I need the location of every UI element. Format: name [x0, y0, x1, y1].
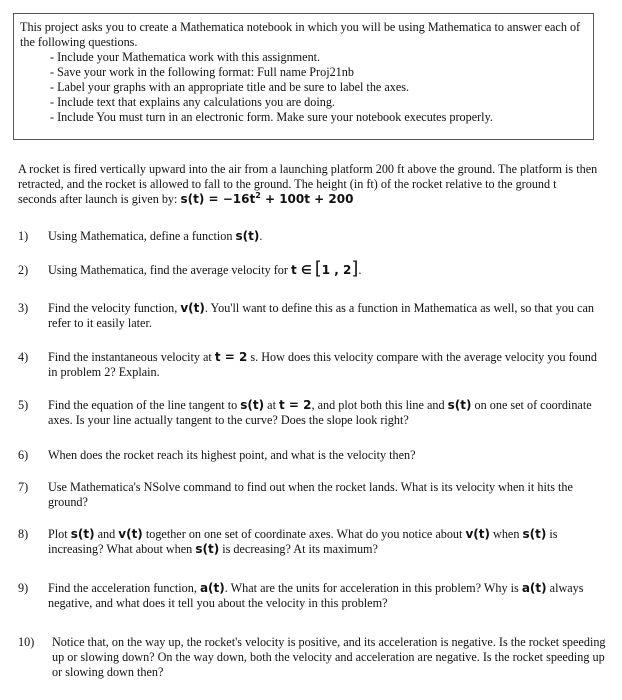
question-text	[48, 527, 608, 557]
question-text-run: Find the velocity function,	[48, 301, 181, 315]
question-text	[52, 635, 608, 680]
problem-statement	[18, 162, 598, 207]
question-3	[18, 301, 608, 331]
math-expression: s(t)	[522, 527, 547, 541]
math-expression: v(t)	[118, 527, 143, 541]
math-expression: a(t)	[521, 581, 547, 595]
question-text-run: and	[94, 527, 119, 541]
question-number: 4)	[18, 350, 29, 364]
math-expression: 1 , 2	[321, 263, 352, 277]
instructions-intro: This project asks you to create a Mathematica notebook in which you will be using Mathematica to answer each of the following questions.	[20, 20, 581, 49]
instructions-list	[20, 50, 587, 125]
question-8	[18, 527, 608, 557]
question-6	[18, 448, 608, 463]
instructions-box	[13, 13, 594, 140]
interval-bracket: [	[314, 258, 322, 279]
instruction-item: - Include your Mathematica work with this assignment.	[50, 50, 321, 64]
math-expression: t = 2	[279, 398, 312, 412]
math-expression: s(t)	[447, 398, 472, 412]
question-number: 7)	[18, 480, 29, 494]
question-text	[48, 581, 608, 611]
instruction-item: - Include text that explains any calculations you are doing.	[50, 95, 335, 109]
math-expression: s(t)	[70, 527, 95, 541]
question-1	[18, 229, 608, 244]
interval-bracket: ]	[351, 258, 359, 279]
question-10	[18, 635, 608, 680]
question-text-run: .	[259, 229, 263, 243]
question-text-run: Use Mathematica's NSolve command to find out when the rocket lands. What is its velocity when it hits the ground?	[48, 480, 573, 509]
question-text-run: Plot	[48, 527, 71, 541]
question-text-run: is increasing? What about when	[48, 527, 558, 556]
instruction-item: - Label your graphs with an appropriate title and be sure to label the axes.	[50, 80, 410, 94]
question-text	[48, 480, 608, 510]
math-expression: s(t)	[240, 398, 265, 412]
question-text-run: is decreasing? At its maximum?	[219, 542, 378, 556]
math-expression: a(t)	[199, 581, 225, 595]
problem-text: A rocket is fired vertically upward into the air from a launching platform 200 ft above the ground. The platform is then retracted, and the rocket is allowed to fall to the ground. The height (in ft) of the rocket relative to the ground t seconds after launch is given by:	[18, 162, 598, 206]
math-expression: t = 2	[214, 350, 248, 364]
question-text-run: at	[264, 398, 280, 412]
question-text-run: .	[358, 263, 362, 277]
question-text	[48, 448, 608, 463]
question-text-run: when	[489, 527, 523, 541]
question-text	[48, 301, 608, 331]
question-text-run: . What are the units for acceleration in this problem? Why is	[224, 581, 522, 595]
question-text-run: . You'll want to define this as a function in Mathematica as well, so that you can refer to it easily later.	[48, 301, 594, 330]
question-text-run: Using Mathematica, define a function	[48, 229, 236, 243]
question-text	[48, 229, 608, 244]
question-number: 10)	[18, 635, 35, 649]
question-number: 2)	[18, 263, 29, 277]
question-number: 8)	[18, 527, 29, 541]
question-5	[18, 398, 608, 428]
instruction-item: - Save your work in the following format: Full name Proj21nb	[50, 65, 354, 79]
question-number: 1)	[18, 229, 29, 243]
math-expression: t ∈	[290, 263, 312, 277]
question-text-run: Find the equation of the line tangent to	[48, 398, 241, 412]
instruction-item: - Include You must turn in an electronic form. Make sure your notebook executes properly.	[50, 110, 493, 124]
question-text-run: , and plot both this line and	[311, 398, 448, 412]
math-expression: s(t)	[195, 542, 220, 556]
question-text-run: Find the instantaneous velocity at	[48, 350, 215, 364]
question-4	[18, 350, 608, 380]
question-7	[18, 480, 608, 510]
question-9	[18, 581, 608, 611]
question-text-run: s. How does this velocity compare with the average velocity you found in problem 2? Explain.	[48, 350, 597, 379]
question-text-run: Using Mathematica, find the average velocity for	[48, 263, 291, 277]
question-text-run: Notice that, on the way up, the rocket's velocity is positive, and its acceleration is negative. Is the rocket speeding up or slowing down? On the way down, both the velocity and acceleration are negative. Is the rocket speeding up or slowing down then?	[52, 635, 606, 679]
question-number: 6)	[18, 448, 29, 462]
question-text-run: Find the acceleration function,	[48, 581, 200, 595]
question-number: 5)	[18, 398, 29, 412]
question-text	[48, 258, 608, 279]
question-text	[48, 398, 608, 428]
question-text-run: When does the rocket reach its highest point, and what is the velocity then?	[48, 448, 416, 462]
question-number: 9)	[18, 581, 29, 595]
question-number: 3)	[18, 301, 29, 315]
question-text	[48, 350, 608, 380]
question-2	[18, 258, 608, 279]
question-text-run: always negative, and what does it tell you about the velocity in this problem?	[48, 581, 584, 610]
question-text-run: on one set of coordinate axes. Is your line actually tangent to the curve? Does the slope look right?	[48, 398, 592, 427]
math-expression: v(t)	[465, 527, 490, 541]
math-expression: v(t)	[180, 301, 205, 315]
question-text-run: together on one set of coordinate axes. What do you notice about	[142, 527, 466, 541]
math-expression: s(t)	[235, 229, 260, 243]
height-formula: $s(t) = -16t^2 + 100t + 200$	[180, 191, 354, 206]
